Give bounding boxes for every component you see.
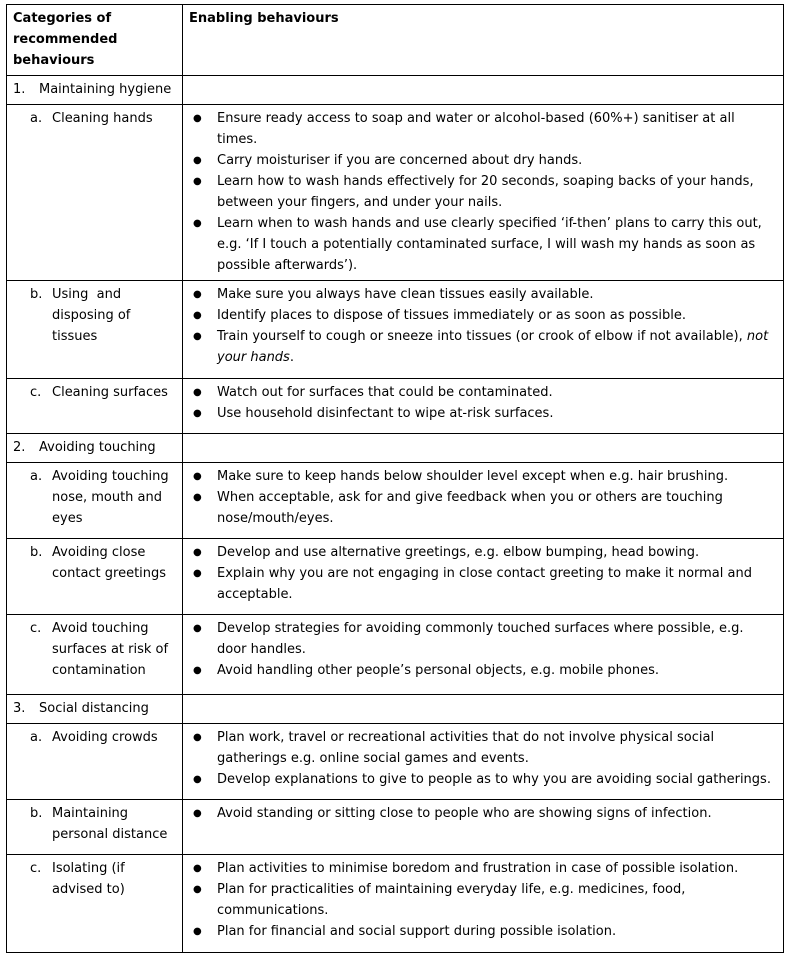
behaviour-item: ● Plan activities to minimise boredom and frustration in case of possible isolation. [189, 858, 777, 879]
behaviours-cell [183, 724, 784, 800]
behaviours-cell [183, 800, 784, 855]
section-number: 3. [13, 701, 26, 716]
behaviour-item: ● Ensure ready access to soap and water or alcohol-based (60%+) sanitiser at all times. [189, 108, 777, 150]
category-row [7, 379, 784, 434]
behaviour-list [189, 618, 777, 681]
category-letter: c. [30, 861, 42, 876]
category-title: Avoiding close contact greetings [52, 545, 167, 581]
category-letter: c. [30, 385, 42, 400]
behaviour-item: ● Plan work, travel or recreational activities that do not involve physical social gatherings e.g. online social games and events. [189, 727, 777, 769]
section-row [7, 695, 784, 724]
section-empty-cell [183, 695, 784, 724]
category-row [7, 281, 784, 379]
category-cell [7, 724, 183, 800]
behaviour-item: ● Use household disinfectant to wipe at-risk surfaces. [189, 403, 777, 424]
category-row [7, 539, 784, 615]
behaviours-cell [183, 615, 784, 695]
behaviour-list [189, 382, 777, 424]
category-cell [7, 281, 183, 379]
category-row [7, 724, 784, 800]
category-title: Using and disposing of tissues [52, 287, 135, 344]
behaviours-cell [183, 855, 784, 953]
category-letter: b. [30, 545, 43, 560]
section-title: Social distancing [39, 701, 149, 716]
category-cell [7, 800, 183, 855]
behaviours-cell [183, 281, 784, 379]
section-number: 1. [13, 82, 26, 97]
category-title: Maintaining personal distance [52, 806, 168, 842]
category-cell [7, 463, 183, 539]
category-letter: b. [30, 806, 43, 821]
category-title: Avoid touching surfaces at risk of contamination [52, 621, 169, 678]
category-title: Avoiding touching nose, mouth and eyes [52, 469, 169, 526]
behaviour-item: ● Carry moisturiser if you are concerned about dry hands. [189, 150, 777, 171]
behaviour-list [189, 108, 777, 276]
behaviour-item: ● Learn how to wash hands effectively for 20 seconds, soaping backs of your hands, between your fingers, and under your nails. [189, 171, 777, 213]
behaviour-item: ● Avoid standing or sitting close to people who are showing signs of infection. [189, 803, 777, 824]
behaviours-cell [183, 105, 784, 281]
behaviour-item: ● Plan for practicalities of maintaining everyday life, e.g. medicines, food, communications. [189, 879, 777, 921]
behaviour-list [189, 727, 777, 790]
behaviour-item: ● Identify places to dispose of tissues immediately or as soon as possible. [189, 305, 777, 326]
section-cell [7, 695, 183, 724]
header-enabling-behaviours: Enabling behaviours [183, 5, 784, 76]
category-letter: b. [30, 287, 43, 302]
category-cell [7, 615, 183, 695]
behaviours-cell [183, 379, 784, 434]
behaviour-list [189, 542, 777, 605]
section-row [7, 434, 784, 463]
section-title: Avoiding touching [39, 440, 156, 455]
category-letter: c. [30, 621, 42, 636]
category-letter: a. [30, 469, 43, 484]
behaviours-table [6, 4, 784, 953]
behaviours-cell [183, 463, 784, 539]
category-row [7, 463, 784, 539]
behaviour-list [189, 284, 777, 368]
behaviours-cell [183, 539, 784, 615]
behaviour-item: ● When acceptable, ask for and give feedback when you or others are touching nose/mouth/eyes. [189, 487, 777, 529]
header-categories: Categories of recommended behaviours [7, 5, 183, 76]
section-row [7, 76, 784, 105]
behaviour-text: Train yourself to cough or sneeze into tissues (or crook of elbow if not available), [217, 329, 747, 344]
behaviour-list [189, 858, 777, 942]
category-cell [7, 539, 183, 615]
category-cell [7, 855, 183, 953]
category-row [7, 105, 784, 281]
section-cell [7, 434, 183, 463]
category-cell [7, 379, 183, 434]
category-row [7, 855, 784, 953]
behaviour-item: ● Learn when to wash hands and use clearly specified ‘if-then’ plans to carry this out, e.g. ‘If I touch a potentially contaminated surface, I will wash my hands as soon as possible afterwards’). [189, 213, 777, 276]
section-number: 2. [13, 440, 26, 455]
category-title: Isolating (if advised to) [52, 861, 125, 897]
category-title: Avoiding crowds [52, 730, 158, 745]
behaviour-item: ● Develop strategies for avoiding commonly touched surfaces where possible, e.g. door handles. [189, 618, 777, 660]
behaviour-item: ● Watch out for surfaces that could be contaminated. [189, 382, 777, 403]
section-empty-cell [183, 434, 784, 463]
behaviour-item: ● Make sure to keep hands below shoulder level except when e.g. hair brushing. [189, 466, 777, 487]
table-body [7, 5, 784, 953]
category-letter: a. [30, 730, 43, 745]
behaviour-item: ● Develop and use alternative greetings, e.g. elbow bumping, head bowing. [189, 542, 777, 563]
behaviour-item: ● Make sure you always have clean tissues easily available. [189, 284, 777, 305]
category-row [7, 615, 784, 695]
header-row [7, 5, 784, 76]
behaviour-list [189, 466, 777, 529]
category-row [7, 800, 784, 855]
section-title: Maintaining hygiene [39, 82, 172, 97]
category-title: Cleaning surfaces [52, 385, 168, 400]
behaviour-item [189, 326, 777, 368]
section-empty-cell [183, 76, 784, 105]
category-cell [7, 105, 183, 281]
category-letter: a. [30, 111, 43, 126]
behaviour-suffix: . [289, 350, 294, 365]
behaviour-item: ● Explain why you are not engaging in close contact greeting to make it normal and acceptable. [189, 563, 777, 605]
behaviour-list [189, 803, 777, 824]
behaviour-emphasis: not your hands [217, 329, 769, 365]
behaviour-item: ● Avoid handling other people’s personal objects, e.g. mobile phones. [189, 660, 777, 681]
behaviour-item: ● Plan for financial and social support during possible isolation. [189, 921, 777, 942]
category-title: Cleaning hands [52, 111, 153, 126]
behaviour-item: ● Develop explanations to give to people as to why you are avoiding social gatherings. [189, 769, 777, 790]
section-cell [7, 76, 183, 105]
